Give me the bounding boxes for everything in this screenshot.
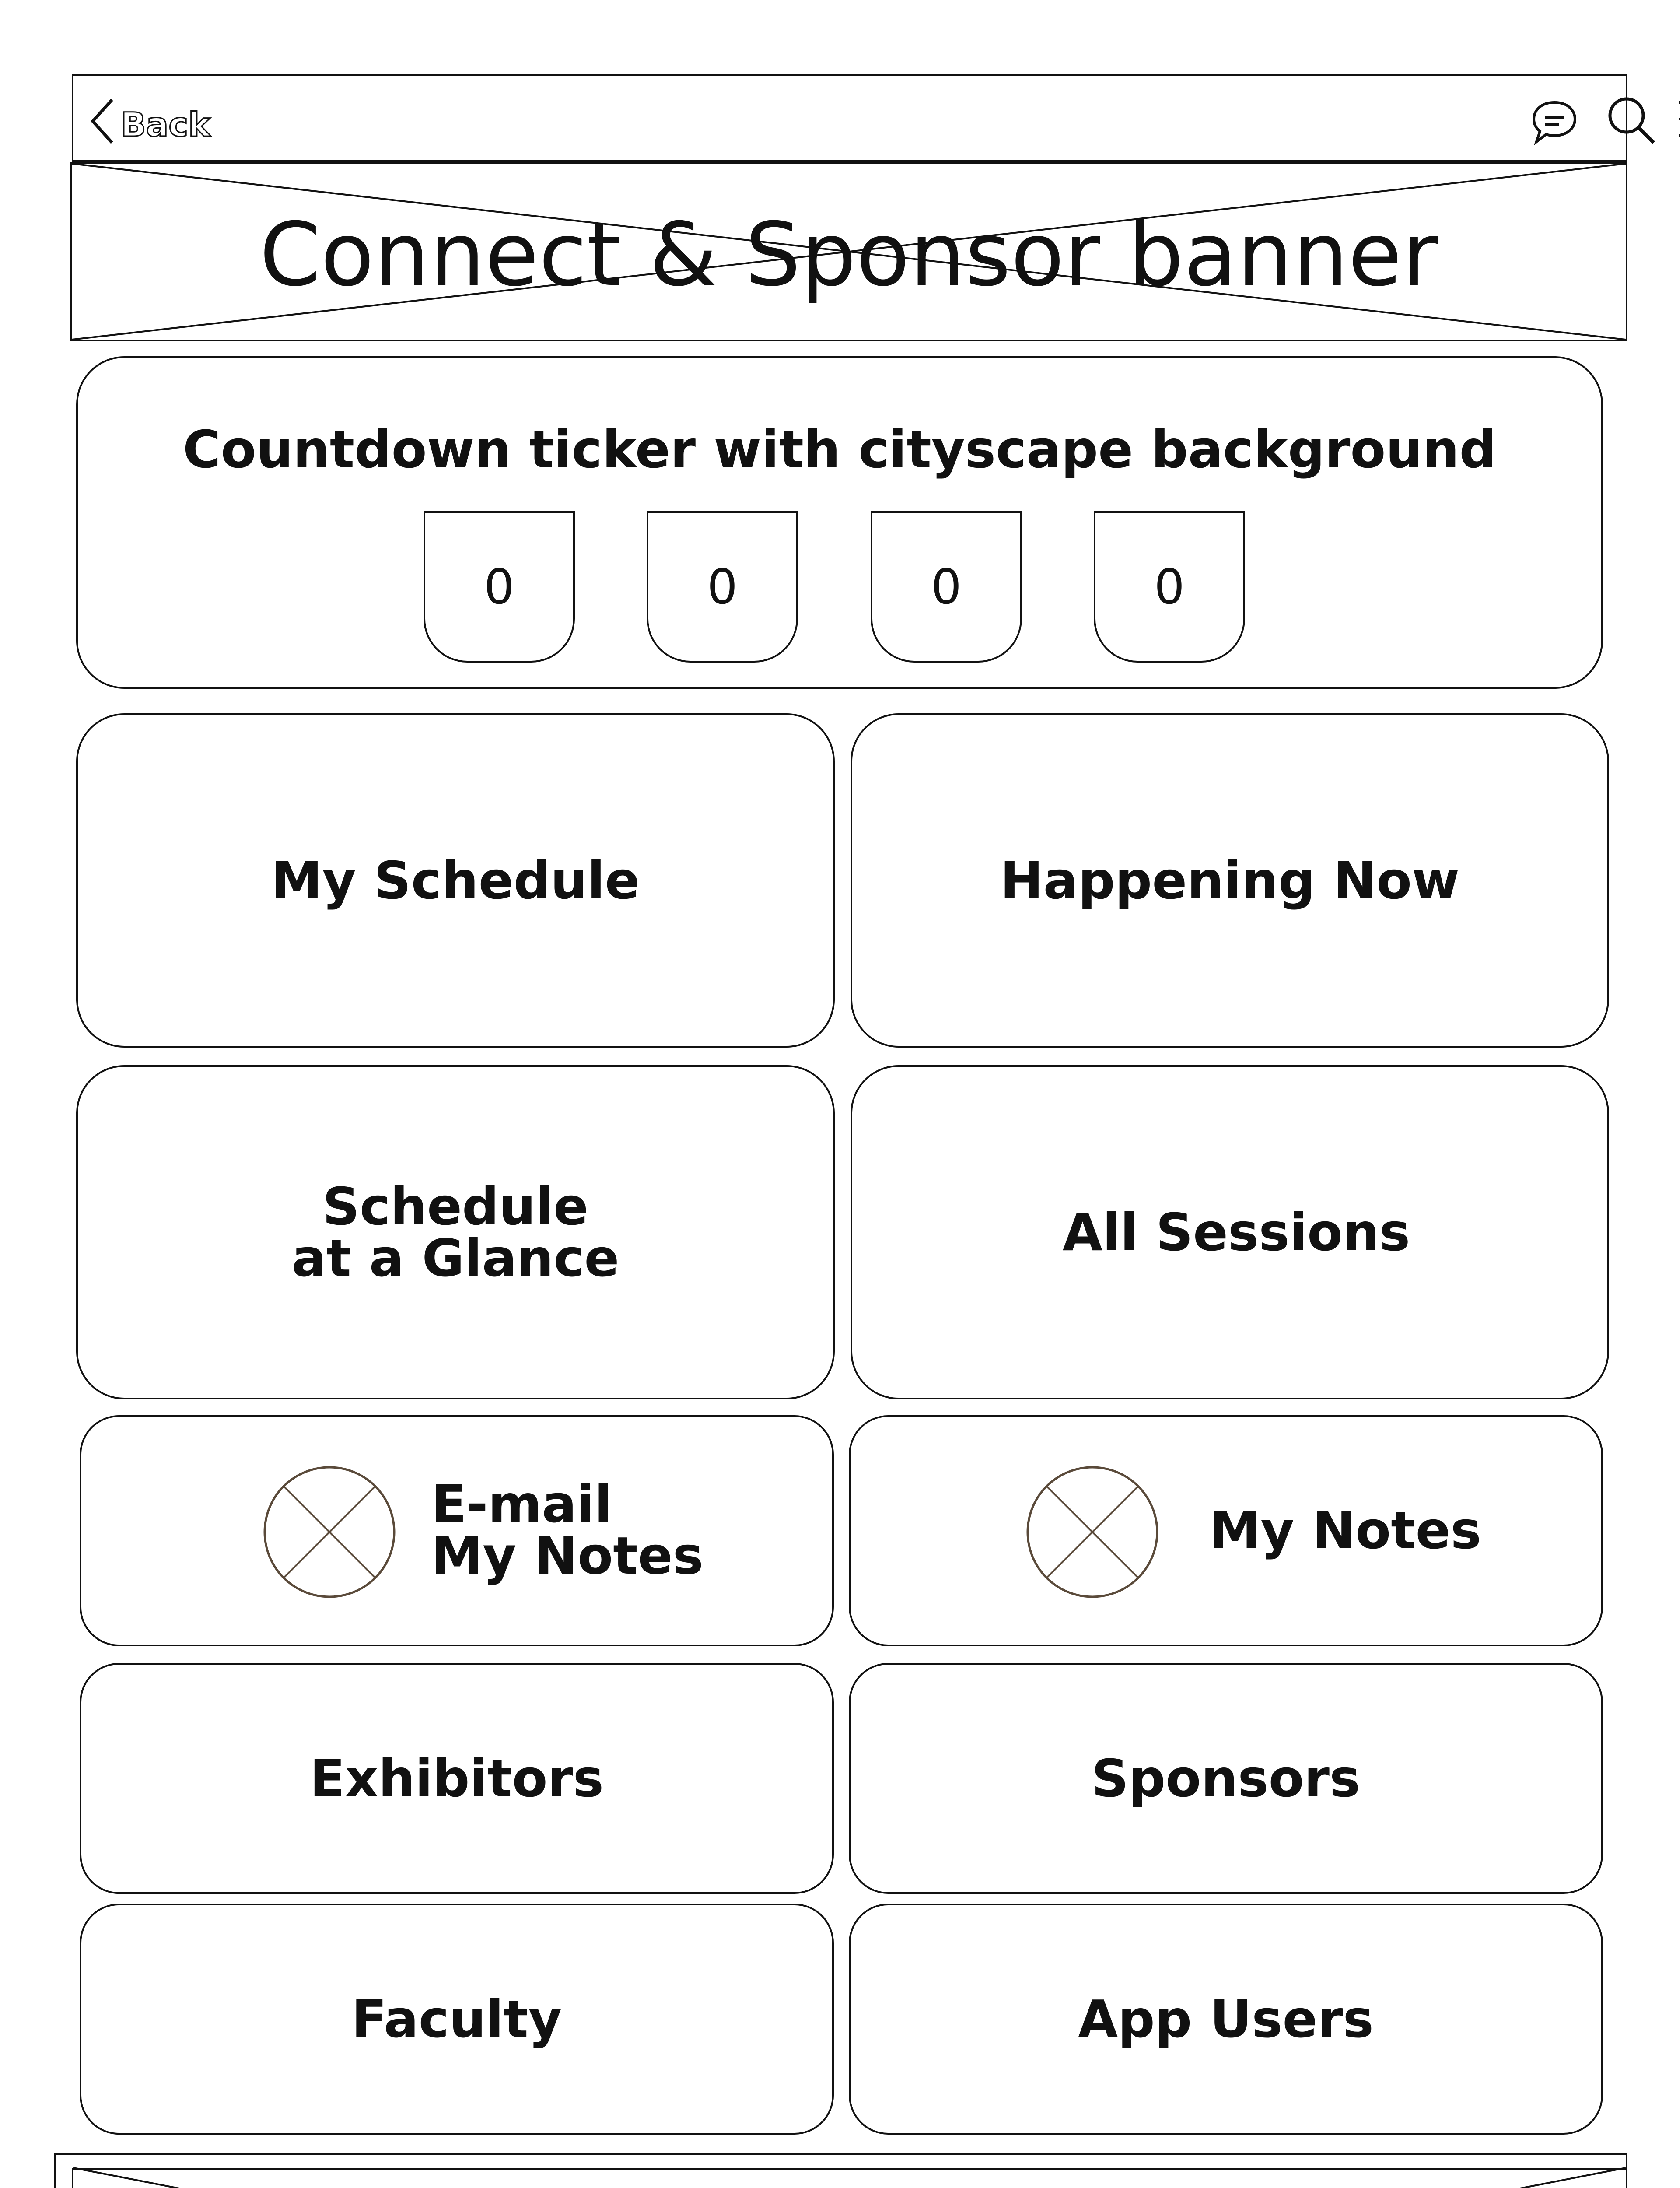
my-schedule-label: My Schedule [271,850,640,911]
email-my-notes-line2: My Notes [431,1525,704,1586]
menu-icon[interactable] [1677,95,1680,143]
faculty-label: Faculty [351,1989,562,2049]
email-my-notes-tile[interactable] [80,1415,834,1646]
chevron-left-icon [89,97,116,145]
my-notes-label: My Notes [1209,1500,1481,1560]
sponsors-label: Sponsors [1091,1748,1361,1809]
countdown-digit: 0 [424,511,575,663]
connect-sponsor-banner[interactable] [70,162,1628,341]
app-users-tile[interactable] [849,1904,1603,2135]
happening-now-label: Happening Now [1000,850,1460,911]
all-sessions-tile[interactable] [850,1065,1609,1399]
schedule-at-a-glance-line2: at a Glance [291,1228,620,1288]
exhibitors-tile[interactable] [80,1663,834,1894]
placeholder-image-icon [1026,1465,1159,1599]
back-button[interactable] [89,94,220,146]
app-users-label: App Users [1078,1989,1374,2049]
back-label: Back [121,105,210,144]
my-schedule-tile[interactable] [76,713,835,1048]
sponsors-tile[interactable] [849,1663,1603,1894]
schedule-at-a-glance-line1: Schedule [322,1176,588,1237]
connect-sponsor-banner-label: Connect & Sponsor banner [259,204,1438,306]
countdown-digit: 0 [871,511,1022,663]
countdown-digit: 0 [1094,511,1245,663]
exhibitors-label: Exhibitors [310,1748,604,1809]
placeholder-image-icon [262,1465,396,1599]
search-icon[interactable] [1605,94,1657,146]
countdown-digit: 0 [647,511,798,663]
bottom-banner[interactable] [54,2153,1628,2188]
countdown-ticker [76,356,1603,689]
schedule-at-a-glance-tile[interactable] [76,1065,835,1399]
countdown-title: Countdown ticker with cityscape background [183,419,1496,480]
happening-now-tile[interactable] [850,713,1609,1048]
all-sessions-label: All Sessions [1062,1202,1410,1262]
chat-bubble-icon[interactable] [1530,98,1578,146]
my-notes-tile[interactable] [849,1415,1603,1646]
header-bar [72,74,1628,162]
email-my-notes-label [431,1474,704,1586]
banner-placeholder-cross [56,2155,1626,2188]
faculty-tile[interactable] [80,1904,834,2135]
email-my-notes-line1: E-mail [431,1474,612,1534]
